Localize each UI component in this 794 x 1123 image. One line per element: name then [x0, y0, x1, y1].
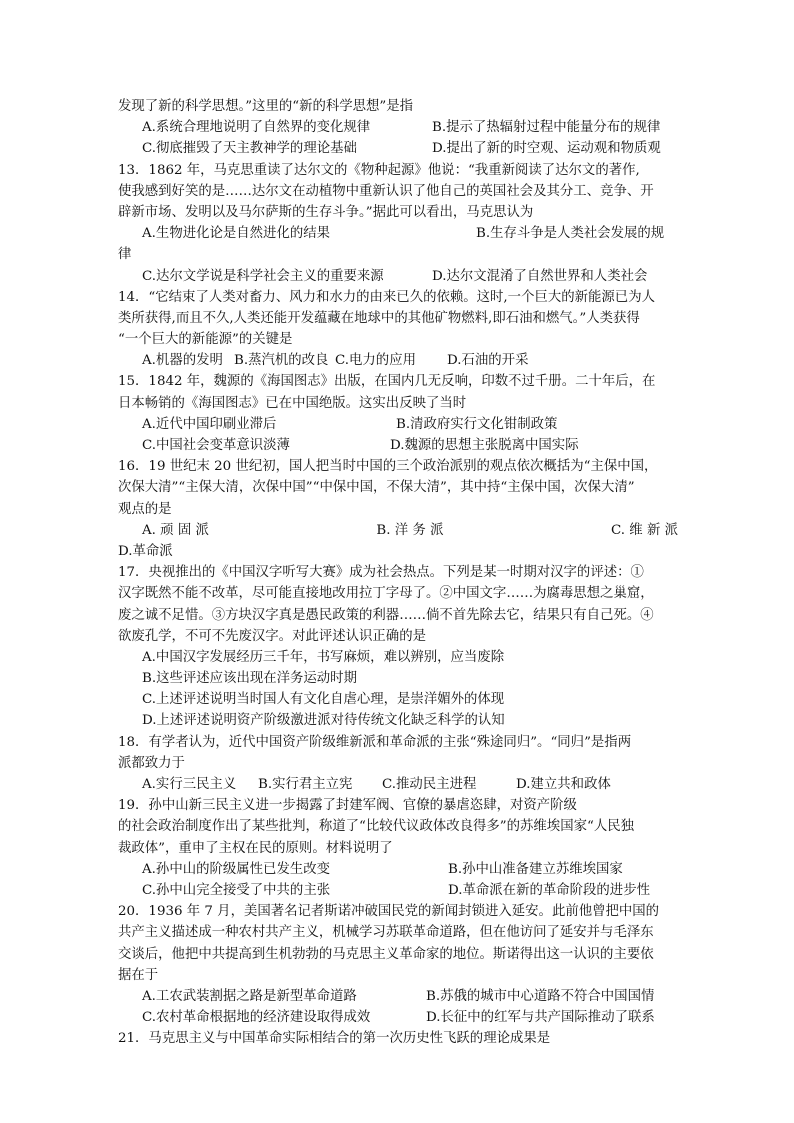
option-c: C.彻底摧毁了天主教神学的理论基础: [142, 141, 357, 157]
option-a: A.机器的发明: [142, 353, 223, 369]
option-c: C.农村革命根据地的经济建设取得成效: [142, 1010, 371, 1026]
options-row: [118, 266, 678, 287]
options-row: [118, 117, 678, 138]
question-14: 14．“它结束了人类对畜力、风力和水力的由来已久的依赖。这时,一个巨大的新能源已为人: [118, 289, 655, 305]
question-21: 21．马克思主义与中国革命实际相结合的第一次历史性飞跃的理论成果是: [118, 1031, 551, 1047]
option-c: C.推动民主进程: [382, 777, 477, 792]
option-a: A.工农武装割据之路是新型革命道路: [142, 988, 357, 1004]
option-c: C.中国社会变革意识淡薄: [142, 438, 290, 453]
question-text: 共产主义描述成一种农村共产主义，机械学习苏联革命道路，但在他访问了延安并与毛泽东: [118, 925, 654, 941]
question-text: “一个巨大的新能源”的关键是: [118, 332, 293, 348]
question-text: 观点的是: [118, 501, 172, 517]
option-b: B.孙中山准备建立苏维埃国家: [448, 861, 623, 877]
question-text: 类所获得,而且不久,人类还能开发蕴藏在地球中的其他矿物燃料,即石油和燃气。”人类获得: [118, 310, 640, 326]
options-row: [118, 350, 678, 371]
question-text: 交谈后，他把中共提高到生机勃勃的马克思主义革命家的地位。斯诺得出这一认识的主要依: [118, 946, 654, 962]
exam-page: [118, 96, 678, 1049]
question-20: 20．1936 年 7 月，美国著名记者斯诺冲破国民党的新闻封锁进入延安。此前他曾把中国的: [118, 904, 660, 920]
question-text: 辟新市场、发明以及马尔萨斯的生存斗争。”据此可以看出，马克思认为: [118, 204, 534, 220]
option-d: D.革命派: [118, 543, 173, 559]
question-text: 派都致力于: [118, 755, 185, 771]
option-a: A.近代中国印刷业滞后: [142, 416, 277, 432]
option-c: C.孙中山完全接受了中共的主张: [142, 882, 331, 898]
options-row: [118, 880, 678, 901]
option-d: D.建立共和政体: [516, 777, 611, 792]
option-b: B.实行君主立宪: [258, 777, 353, 792]
question-text: 的社会政治制度作出了某些批判，称道了“比较代议政体改良得多”的苏维埃国家“人民独: [118, 819, 634, 835]
option-d: D.提出了新的时空观、运动观和物质观: [432, 141, 661, 157]
question-18: 18．有学者认为，近代中国资产阶级维新派和革命派的主张“殊途同归”。“同归”是指两: [118, 734, 632, 750]
option-c: C.达尔文学说是科学社会主义的重要来源: [142, 268, 384, 284]
option-a: A.孙中山的阶级属性已发生改变: [142, 861, 331, 877]
option-b: B.生存斗争是人类社会发展的规: [476, 226, 665, 242]
option-c: C.上述评述说明当时国人有文化自虐心理，是崇洋媚外的体现: [142, 692, 505, 708]
options-row: [118, 1007, 678, 1028]
option-d: D.长征中的红军与共产国际推动了联系: [426, 1010, 655, 1026]
option-b: B.提示了热辐射过程中能量分布的规律: [432, 120, 661, 136]
question-text: 据在于: [118, 967, 159, 983]
option-a: A.生物进化论是自然进化的结果: [142, 226, 331, 242]
option-b: B. 洋 务 派: [376, 522, 444, 538]
options-row: [118, 774, 678, 795]
options-row: [118, 414, 678, 435]
option-a: A.中国汉字发展经历三千年，书写麻烦，难以辨别，应当废除: [142, 649, 505, 665]
options-row: [118, 223, 678, 244]
question-text: 次保大清”“主保大清，次保中国”“中保中国，不保大清”，其中持“主保中国，次保大清”: [118, 480, 635, 496]
options-row: [118, 520, 678, 541]
options-row: [118, 859, 678, 880]
options-row: [118, 138, 678, 159]
option-b: B.蒸汽机的改良: [234, 353, 329, 369]
option-c: C. 维 新 派: [611, 522, 678, 538]
question-16: 16．19 世纪末 20 世纪初，国人把当时中国的三个政治派别的观点依次概括为“主保中国，: [118, 459, 658, 475]
option-a: A. 顽 固 派: [142, 522, 209, 538]
question-text: 汉字既然不能不改革，尽可能直接地改用拉丁字母了。②中国文字……为腐毒思想之巢窟，: [118, 586, 654, 602]
option-b: B.苏俄的城市中心道路不符合中国国情: [426, 988, 655, 1004]
option-d: D.魏源的思想主张脱离中国实际: [390, 438, 579, 453]
question-text: 裁政体”，重申了主权在民的原则。材料说明了: [118, 840, 393, 856]
question-17: 17．央视推出的《中国汉字听写大赛》成为社会热点。下列是某一时期对汉字的评述：①: [118, 565, 644, 581]
option-b-continued: 律: [118, 247, 132, 263]
option-a: A.系统合理地说明了自然界的变化规律: [142, 120, 371, 136]
question-13: 13．1862 年，马克思重读了达尔文的《物种起源》他说：“我重新阅读了达尔文的著作,: [118, 162, 640, 178]
option-d: D.石油的开采: [447, 353, 529, 369]
option-d: D.上述评述说明资产阶级激进派对待传统文化缺乏科学的认知: [142, 713, 505, 729]
question-15: 15．1842 年，魏源的《海国图志》出版，在国内几无反响，印数不过千册。二十年后，在: [118, 374, 656, 390]
option-b: B.这些评述应该出现在洋务运动时期: [142, 671, 357, 687]
option-b: B.清政府实行文化钳制政策: [396, 416, 558, 432]
question-text: 日本畅销的《海国图志》已在中国绝版。这实出反映了当时: [118, 395, 467, 411]
options-row: [118, 435, 678, 456]
options-row: [118, 986, 678, 1007]
option-d: D.达尔文混淆了自然世界和人类社会: [432, 268, 648, 284]
question-text: 发现了新的科学思想。”这里的“新的科学思想”是指: [118, 99, 414, 114]
question-text: 废之诚不足惜。③方块汉字真是愚民政策的利器……倘不首先除去它，结果只有自己死。④: [118, 607, 654, 623]
option-d: D.革命派在新的革命阶段的进步性: [448, 882, 650, 898]
question-text: 使我感到好笑的是……达尔文在动植物中重新认识了他自己的英国社会及其分工、竞争、开: [118, 183, 654, 199]
option-a: A.实行三民主义: [142, 777, 237, 792]
question-19: 19．孙中山新三民主义进一步揭露了封建军阀、官僚的暴虐恣肆，对资产阶级: [118, 798, 577, 814]
question-text: 欲废孔学，不可不先废汉字。对此评述认识正确的是: [118, 628, 426, 644]
option-c: C.电力的应用: [335, 353, 416, 369]
